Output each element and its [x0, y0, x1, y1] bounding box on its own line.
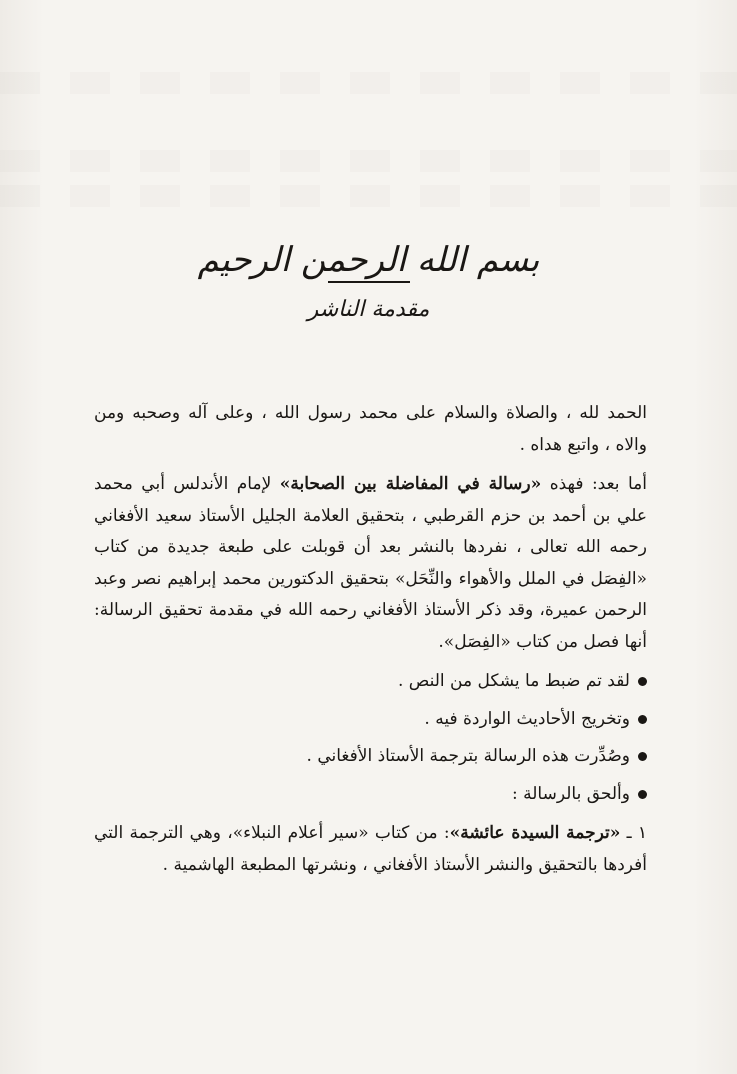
bullet-icon: [638, 677, 647, 686]
intro-lead: أما بعد: فهذه: [549, 474, 648, 494]
list-item: [94, 666, 647, 698]
list-item-text: وألحق بالرسالة :: [512, 783, 630, 804]
appendix-item-1: [94, 818, 647, 881]
list-item: [94, 704, 647, 736]
list-item-text: وتخريج الأحاديث الواردة فيه .: [424, 708, 630, 729]
intro-paragraph: [94, 469, 647, 658]
page-header: [0, 242, 737, 322]
list-item-text: لقد تم ضبط ما يشكل من النص .: [397, 671, 630, 691]
basmala-calligraphy: بسم الله الرحمن الرحيم: [197, 240, 540, 280]
list-item: [94, 779, 647, 811]
item-description: : من كتاب «سير أعلام النبلاء»، وهي الترجمة التي أفردها بالتحقيق والنشر الأستاذ الأفغاني ، ونشرتها المطبعة الهاشمية .: [94, 823, 647, 875]
body-text: [94, 398, 647, 889]
opening-paragraph: الحمد لله ، والصلاة والسلام على محمد رسول الله ، وعلى آله وصحبه ومن والاه ، واتبع هداه .: [94, 403, 647, 455]
bleed-through-shadow: [0, 150, 737, 172]
bullet-icon: [638, 752, 647, 761]
bleed-through-shadow: [0, 72, 737, 94]
bleed-through-shadow: [0, 185, 737, 207]
treatise-title: «رسالة في المفاضلة بين الصحابة»: [279, 474, 542, 494]
bullet-icon: [638, 715, 647, 724]
bullet-icon: [638, 790, 647, 799]
basmala-underline: [328, 281, 410, 283]
item-number: ١ ـ: [626, 823, 648, 843]
bullet-list: [94, 666, 647, 810]
list-item: [94, 741, 647, 773]
list-item-text: وصُدِّرت هذه الرسالة بترجمة الأستاذ الأفغاني .: [306, 746, 630, 766]
item-title: «ترجمة السيدة عائشة»: [449, 823, 621, 843]
intro-rest: لإمام الأندلس أبي محمد علي بن أحمد بن حزم القرطبي ، بتحقيق العلامة الجليل الأستاذ سعيد الأفغاني رحمه الله تعالى ، نفردها بالنشر بعد أن قوبلت على طبعة جديدة من كتاب «الفِصَل في الملل والأهواء والنِّحَل» بتحقيق الدكتورين محمد إبراهيم نصر وعبد الرحمن عميرة، وقد ذكر الأستاذ الأفغاني رحمه الله في مقدمة تحقيق الرسالة: أنها فصل من كتاب «الفِصَل».: [94, 474, 647, 652]
page-title: مقدمة الناشر: [307, 297, 430, 323]
